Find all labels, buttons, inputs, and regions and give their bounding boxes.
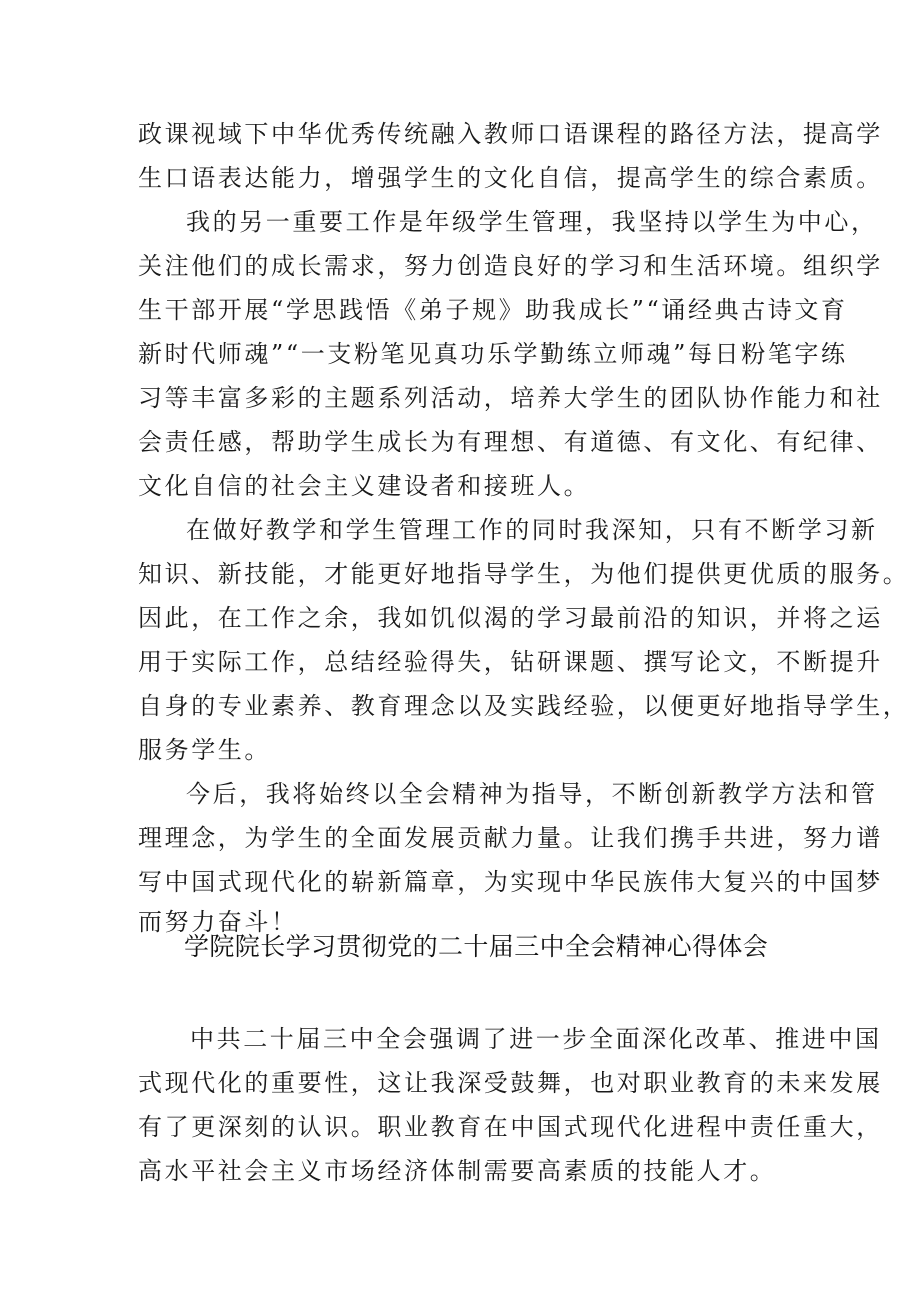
text-line: 知识、新技能，才能更好地指导学生，为他们提供更优质的服务。 (138, 560, 910, 588)
text-line: 用于实际工作，总结经验得失，钻研课题、撰写论文，不断提升 (138, 648, 883, 676)
text-line: 有了更深刻的认识。职业教育在中国式现代化进程中责任重大， (138, 1113, 883, 1141)
text-line: 写中国式现代化的崭新篇章，为实现中华民族伟大复兴的中国梦 (138, 868, 883, 896)
text-line: 服务学生。 (138, 736, 271, 764)
text-line: 生干部开展“学思践悟《弟子规》助我成长”“诵经典古诗文育 (138, 296, 848, 324)
text-line: 因此，在工作之余，我如饥似渴的学习最前沿的知识，并将之运 (138, 604, 883, 632)
text-line: 新时代师魂”“一支粉笔见真功乐学勤练立师魂”每日粉笔字练 (138, 340, 848, 368)
text-line: 今后，我将始终以全会精神为指导，不断创新教学方法和管 (186, 780, 878, 808)
section-title: 学院院长学习贯彻党的二十届三中全会精神心得体会 (184, 932, 769, 961)
text-line: 在做好教学和学生管理工作的同时我深知，只有不断学习新 (186, 516, 878, 544)
text-line: 高水平社会主义市场经济体制需要高素质的技能人才。 (138, 1157, 777, 1185)
text-line: 自身的专业素养、教育理念以及实践经验，以便更好地指导学生， (138, 692, 910, 720)
text-line: 我的另一重要工作是年级学生管理，我坚持以学生为中心， (186, 208, 878, 236)
text-line: 关注他们的成长需求，努力创造良好的学习和生活环境。组织学 (138, 252, 883, 280)
text-line: 会责任感，帮助学生成长为有理想、有道德、有文化、有纪律、 (138, 428, 883, 456)
text-line: 生口语表达能力，增强学生的文化自信，提高学生的综合素质。 (138, 164, 883, 192)
text-line: 而努力奋斗！ (138, 908, 298, 936)
text-line: 政课视域下中华优秀传统融入教师口语课程的路径方法，提高学 (138, 120, 883, 148)
text-line: 式现代化的重要性，这让我深受鼓舞，也对职业教育的未来发展 (138, 1069, 883, 1097)
text-line: 文化自信的社会主义建设者和接班人。 (138, 472, 591, 500)
text-line: 理理念，为学生的全面发展贡献力量。让我们携手共进，努力谱 (138, 824, 883, 852)
text-line: 中共二十届三中全会强调了进一步全面深化改革、推进中国 (190, 1025, 882, 1053)
text-line: 习等丰富多彩的主题系列活动，培养大学生的团队协作能力和社 (138, 384, 883, 412)
